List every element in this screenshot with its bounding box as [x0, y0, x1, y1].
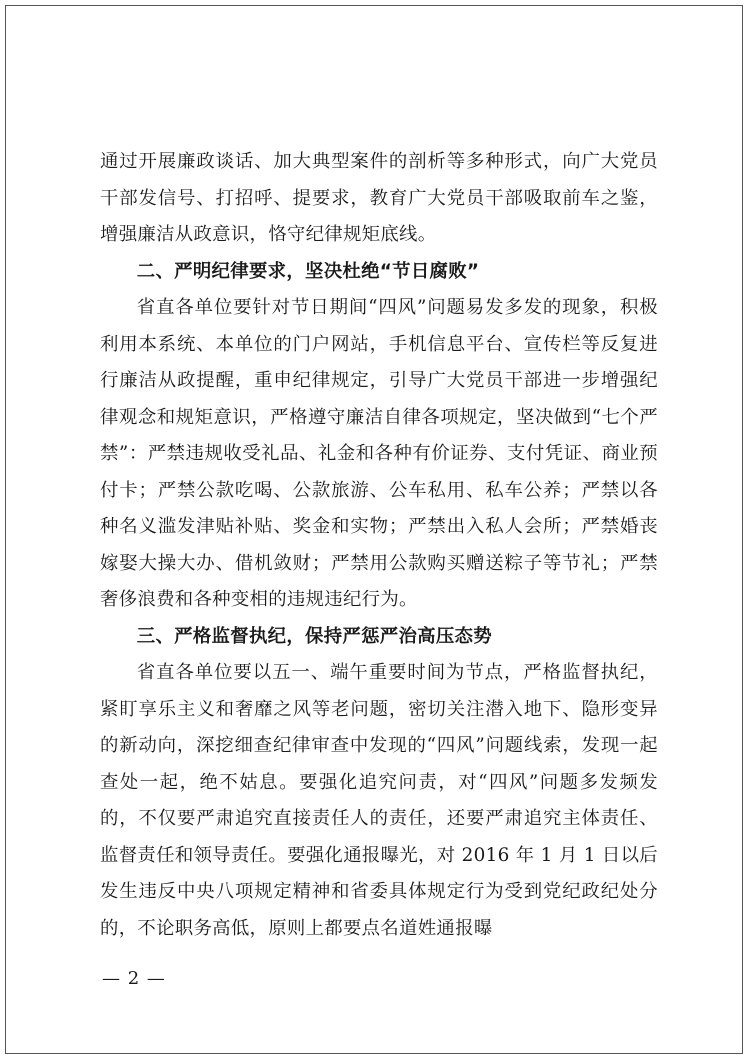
document-page	[5, 5, 743, 1054]
section-heading-2: 二、严明纪律要求，坚决杜绝“节日腐败”	[136, 260, 480, 282]
document-body	[100, 144, 658, 947]
paragraph-continuation: 通过开展廉政谈话、加大典型案件的剖析等多种形式，向广大党员干部发信号、打招呼、提要求，教育广大党员干部吸取前车之鉴，增强廉洁从政意识，恪守纪律规矩底线。	[100, 151, 658, 245]
paragraph-supervision: 省直各单位要以五一、端午重要时间为节点，严格监督执纪，紧盯享乐主义和奢靡之风等老问题，密切关注潜入地下、隐形变异的新动向，深挖细查纪律审查中发现的“四风”问题线索，发现一起查处一起，绝不姑息。要强化追究问责，对“四风”问题多发频发的，不仅要严肃追究直接责任人的责任，还要严肃追究主体责任、监督责任和领导责任。要强化通报曝光，对 2016 年 1 月 1 日以后发生违反中央八项规定精神和省委具体规定行为受到党纪政纪处分的，不论职务高低，原则上都要点名道姓通报曝	[100, 662, 658, 939]
section-heading-3: 三、严格监督执纪，保持严惩严治高压态势	[136, 625, 492, 647]
page-number: — 2 —	[102, 968, 166, 989]
paragraph-discipline: 省直各单位要针对节日期间“四风”问题易发多发的现象，积极利用本系统、本单位的门户网站，手机信息平台、宣传栏等反复进行廉洁从政提醒，重申纪律规定，引导广大党员干部进一步增强纪律观念和规矩意识，严格遵守廉洁自律各项规定，坚决做到“七个严禁”：严禁违规收受礼品、礼金和各种有价证券、支付凭证、商业预付卡；严禁公款吃喝、公款旅游、公车私用、私车公养；严禁以各种名义滥发津贴补贴、奖金和实物；严禁出入私人会所；严禁婚丧嫁娶大操大办、借机敛财；严禁用公款购买赠送粽子等节礼；严禁奢侈浪费和各种变相的违规违纪行为。	[100, 297, 658, 610]
